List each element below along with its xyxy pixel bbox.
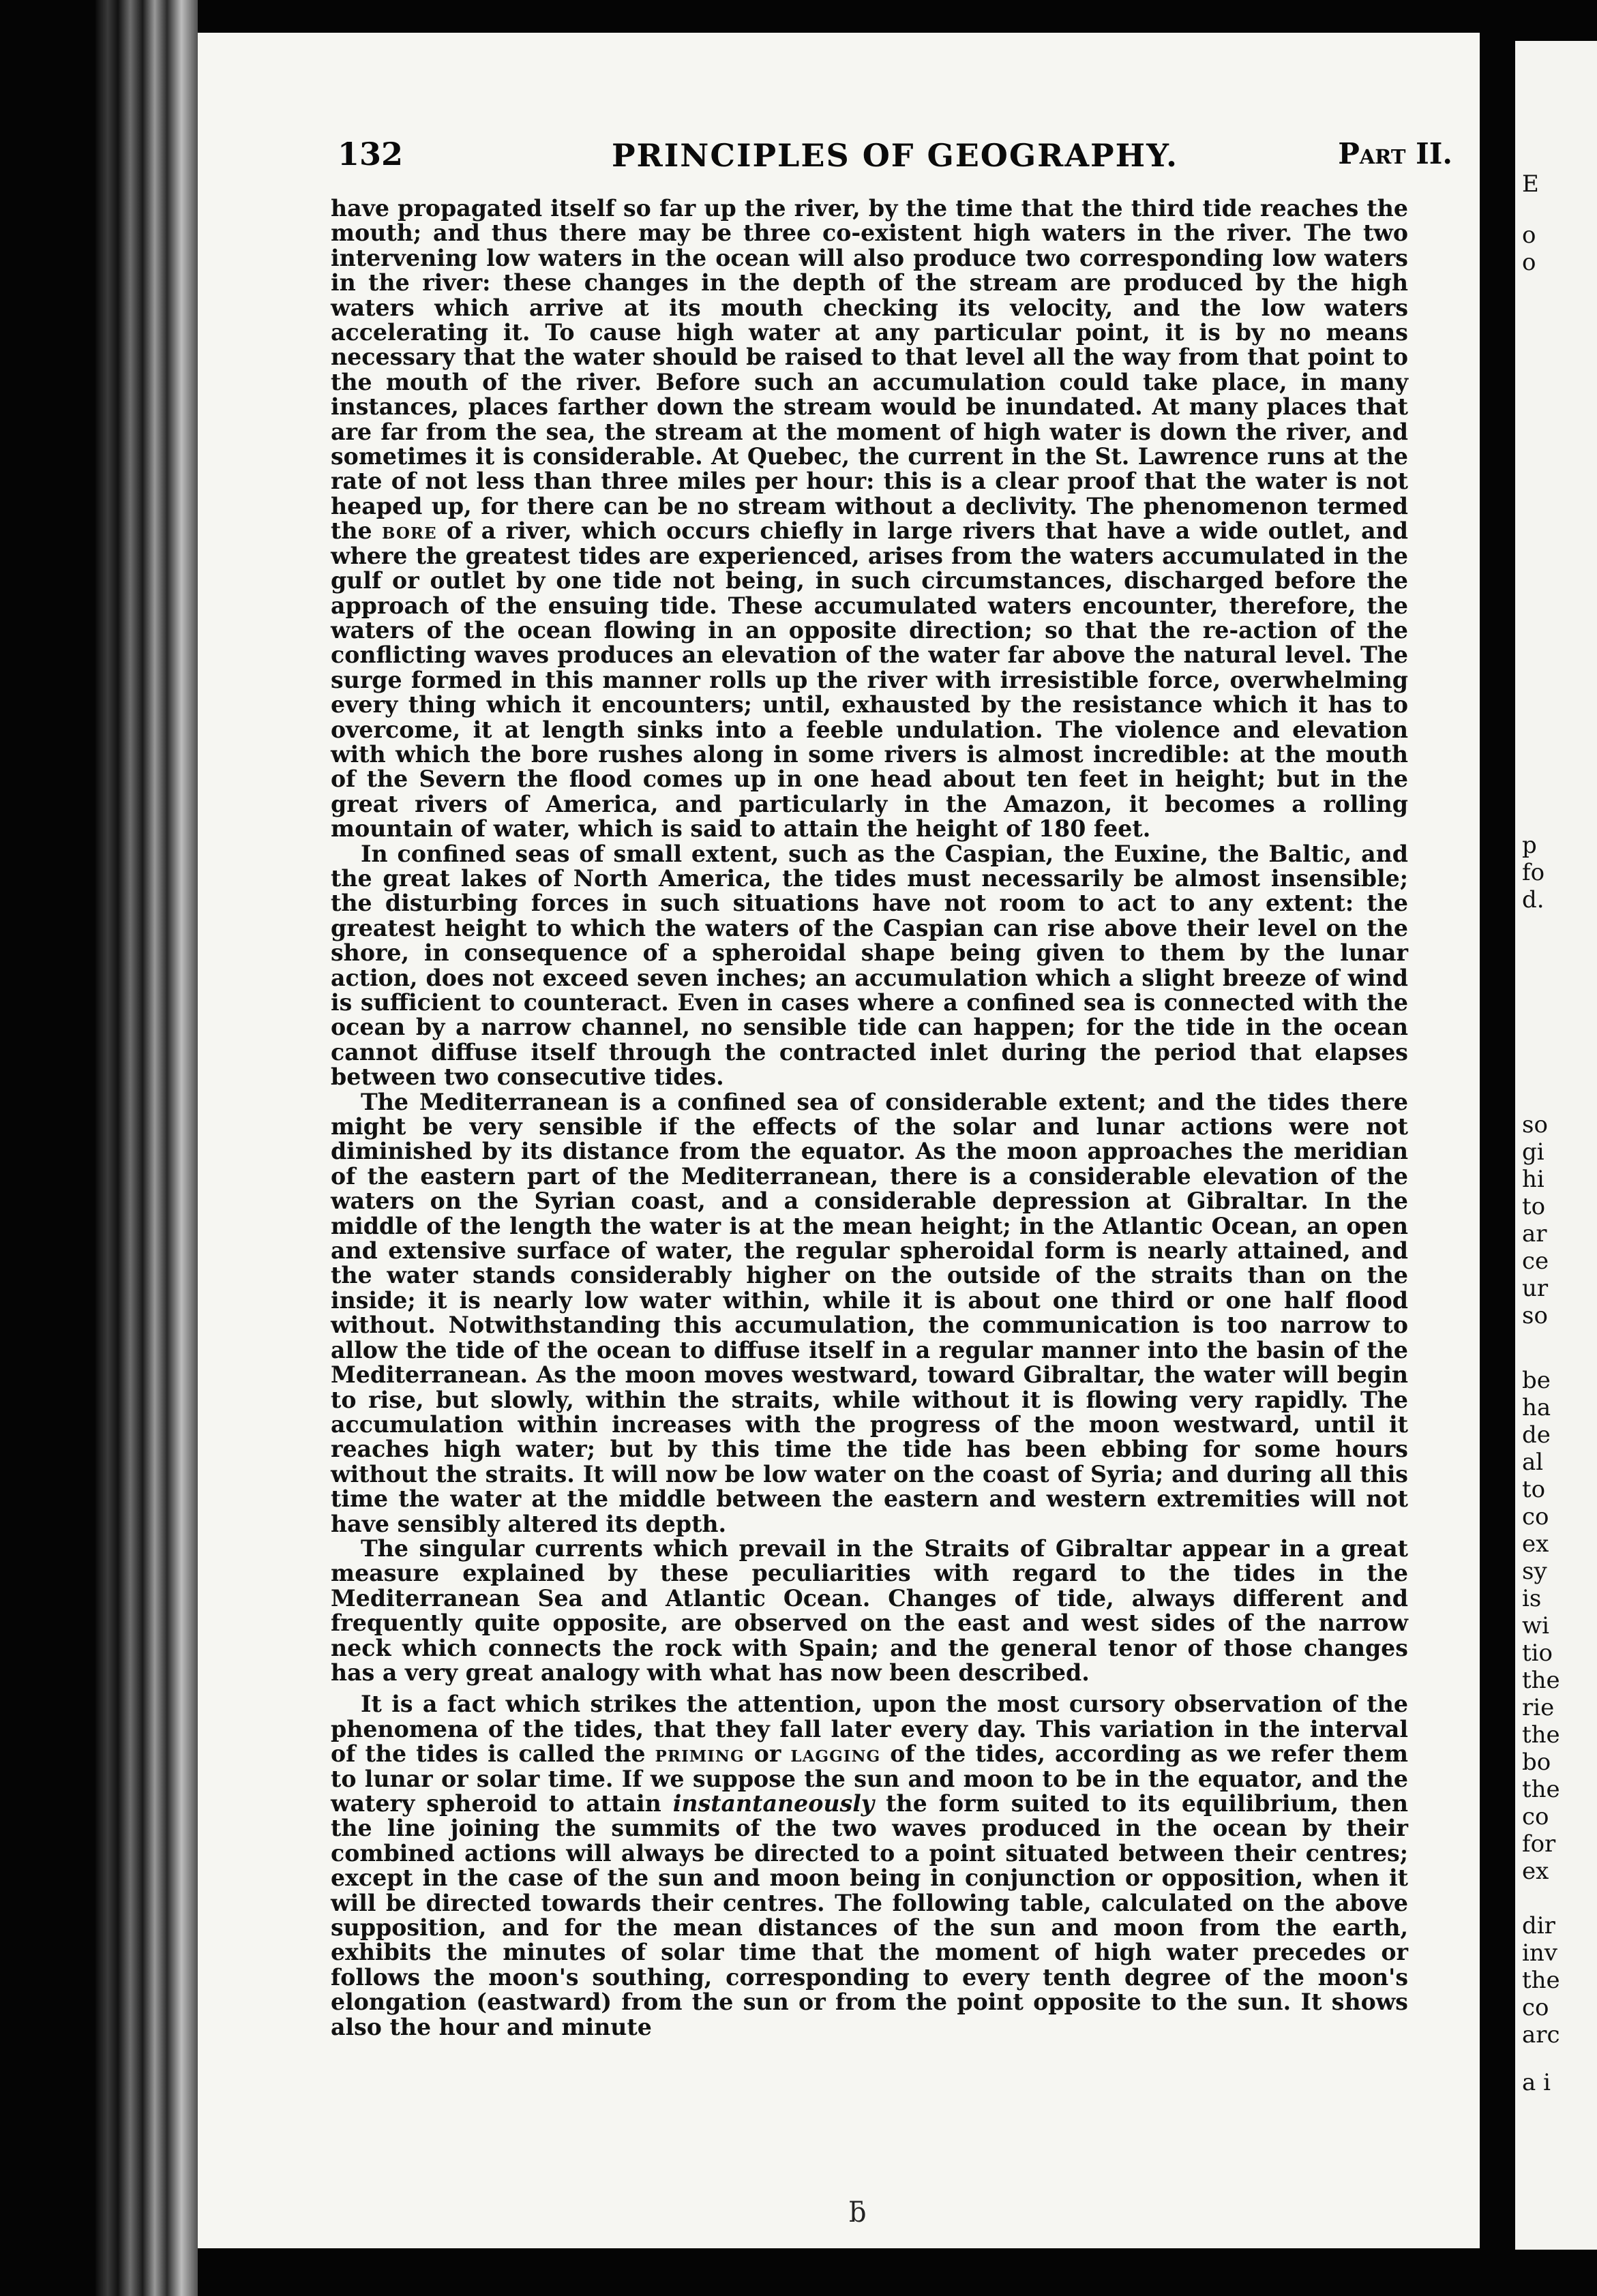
right-page-fragment: hi — [1522, 1166, 1544, 1193]
paragraph — [331, 1692, 1408, 2040]
italic-term: instantaneously — [672, 1790, 875, 1817]
small-caps-term: lagging — [790, 1740, 881, 1768]
book-page-left — [198, 33, 1480, 2248]
right-page-fragment: ce — [1522, 1248, 1549, 1275]
right-page-fragment: ha — [1522, 1394, 1551, 1421]
right-page-fragment: bo — [1522, 1749, 1551, 1776]
right-page-fragment: the — [1522, 1721, 1560, 1749]
text-run: It is a fact which strikes the attention, upon the most cursory observation of the phenomena of the tides, that they fall later every day. This variation in the interval of the tides is called the — [331, 1691, 1408, 1768]
running-header — [338, 132, 1452, 186]
right-page-fragment: the — [1522, 1776, 1560, 1803]
right-page-fragment: ur — [1522, 1275, 1549, 1302]
text-run: of a river, which occurs chiefly in large rivers that have a wide outlet, and where the greatest tides are experienced, arises from the waters accumulated in the gulf or outlet by one tide not being, in such circumstances, discharged before the approach of the ensuing tide. These accumulated waters encounter, therefore, the waters of the ocean flowing in an opposite direction; so that the re-action of the conflicting waves produces an elevation of the water far above the natural level. The surge formed in this manner rolls up the river with irresistible force, overwhelming every thing which it encounters; until, exhausted by the resistance which it has to overcome, it at length sinks into a feeble undulation. The violence and elevation with which the bore rushes along in some rivers is almost incredible: at the mouth of the Severn the flood comes up in one head about ten feet in height; but in the great rivers of America, and particularly in the Amazon, it becomes a rolling mountain of water, which is said to attain the height of 180 feet. — [331, 517, 1408, 843]
right-page-fragment: the — [1522, 1667, 1560, 1694]
right-page-fragment: is — [1522, 1585, 1542, 1612]
right-page-fragment: be — [1522, 1367, 1551, 1394]
text-run: have propagated itself so far up the river, by the time that the third tide reaches the mouth; and thus there may be three co-existent high waters in the river. The two intervening low waters in the ocean will also produce two corresponding low waters in the river: these changes in the depth of the stream are produced by the high waters which arrive at its mouth checking its velocity, and the low waters accelerating it. To cause high water at any particular point, it is by no means necessary that the water should be raised to that level all the way from that point to the mouth of the river. Before such an accumulation could take place, in many instances, places farther down the stream would be inundated. At many places that are far from the sea, the stream at the moment of high water is down the river, and sometimes it is considerable. At Quebec, the current in the St. Lawrence runs at the rate of not less than three miles per hour: this is a clear proof that the water is not heaped up, for there can be no stream without a declivity. The phenomenon termed the — [331, 195, 1408, 545]
right-page-fragment: ex — [1522, 1530, 1549, 1558]
right-page-fragment: co — [1522, 1994, 1549, 2021]
right-page-fragment: E — [1522, 170, 1539, 198]
right-page-fragment: a i — [1522, 2069, 1551, 2096]
right-page-fragment: the — [1522, 1967, 1560, 1994]
right-page-fragment: o — [1522, 249, 1536, 276]
body-text — [331, 196, 1408, 2040]
right-page-fragment: al — [1522, 1449, 1544, 1476]
right-page-fragment: wi — [1522, 1612, 1549, 1640]
right-page-fragment: co — [1522, 1803, 1549, 1830]
right-page-fragment: to — [1522, 1476, 1546, 1503]
right-page-fragment: dir — [1522, 1912, 1555, 1939]
right-page-fragment: fo — [1522, 859, 1545, 886]
right-page-fragment: tio — [1522, 1640, 1553, 1667]
running-title: PRINCIPLES OF GEOGRAPHY. — [611, 137, 1179, 174]
part-label: Part II. — [1338, 137, 1452, 170]
book-page-right-edge — [1515, 41, 1597, 2250]
small-caps-term: bore — [381, 517, 437, 545]
right-page-fragment: so — [1522, 1111, 1548, 1138]
right-page-fragment: so — [1522, 1302, 1548, 1329]
small-caps-term: priming — [655, 1740, 745, 1768]
text-run: The Mediterranean is a confined sea of considerable extent; and the tides there might be very sensible if the effects of the solar and lunar actions were not diminished by its distance from the equator. As the moon approaches the meridian of the eastern part of the Mediterranean, there is a considerable elevation of the waters on the Syrian coast, and a considerable depression at Gibraltar. In the middle of the length the water is at the mean height; in the Atlantic Ocean, an open and extensive surface of water, the regular spheroidal form is nearly attained, and the water stands considerably higher on the outside of the straits than on the inside; it is nearly low water within, while it is about one third or one half flood without. Notwithstanding this accumulation, the communication is too narrow to allow the tide of the ocean to diffuse itself in a regular manner into the basin of the Mediterranean. As the moon moves westward, toward Gibraltar, the water will begin to rise, but slowly, within the straits, while without it is flowing very rapidly. The accumulation within increases with the progress of the moon westward, until it reaches high water; but by this time the tide has been ebbing for some hours without the straits. It will now be low water on the coast of Syria; and during all this time the water at the middle between the eastern and western extremities will not have sensibly altered its depth. — [331, 1088, 1408, 1537]
paragraph — [331, 1537, 1408, 1685]
text-run: or — [744, 1740, 791, 1768]
right-page-fragment: o — [1522, 222, 1536, 249]
right-page-fragment: co — [1522, 1503, 1549, 1530]
text-run: In confined seas of small extent, such as the Caspian, the Euxine, the Baltic, and the great lakes of North America, the tides must necessarily be almost insensible; the disturbing forces in such situations have not room to act to any extent: the greatest height to which the waters of the Caspian can rise above their level on the shore, in consequence of a spheroidal shape being given to them by the lunar action, does not exceed seven inches; an accumulation which a slight breeze of wind is sufficient to counteract. Even in cases where a confined sea is connected with the ocean by a narrow channel, no sensible tide can happen; for the tide in the ocean cannot diffuse itself through the contracted inlet during the period that elapses between two consecutive tides. — [331, 840, 1408, 1091]
right-page-fragment: de — [1522, 1421, 1551, 1449]
paragraph — [331, 842, 1408, 1090]
right-page-fragment: ar — [1522, 1220, 1547, 1248]
right-page-fragment: to — [1522, 1193, 1546, 1220]
right-page-fragment: for — [1522, 1830, 1556, 1858]
right-page-fragment: inv — [1522, 1939, 1557, 1967]
paragraph — [331, 1090, 1408, 1537]
text-run: the form suited to its equilibrium, then the line joining the summits of the two waves produced in the ocean by their combined actions will always be directed to a point situated between their centres; except in the case of the sun and moon being in conjunction or opposition, when it will be directed towards their centres. The following table, calculated on the above supposition, and for the mean distances of the sun and moon from the earth, exhibits the minutes of solar time that the moment of high water precedes or follows the moon's southing, corresponding to every tenth degree of the moon's elongation (eastward) from the sun or from the point opposite to the sun. It shows also the hour and minute — [331, 1790, 1408, 2040]
text-run: The singular currents which prevail in the Straits of Gibraltar appear in a great measure explained by these peculiarities with regard to the tides in the Mediterranean Sea and Atlantic Ocean. Changes of tide, always different and frequently quite opposite, are observed on the east and west sides of the narrow neck which connects the rock with Spain; and the general tenor of those changes has a very great analogy with what has now been described. — [331, 1535, 1408, 1686]
page-number: 132 — [338, 136, 404, 172]
right-page-fragment: ex — [1522, 1858, 1549, 1885]
right-page-fragment: rie — [1522, 1694, 1555, 1721]
paragraph — [331, 196, 1408, 842]
right-page-fragment: p — [1522, 832, 1537, 859]
book-binding-gutter — [95, 0, 198, 2296]
right-page-fragment: arc — [1522, 2021, 1560, 2049]
right-page-fragment: d. — [1522, 886, 1544, 913]
text-run: of the tides, according as we refer them to lunar or solar time. If we suppose the sun and moon to be in the equator, and the watery spheroid to attain — [331, 1740, 1409, 1817]
footer-mark: ƃ — [849, 2197, 867, 2229]
right-page-fragment: sy — [1522, 1558, 1547, 1585]
right-page-fragment: gi — [1522, 1138, 1544, 1166]
